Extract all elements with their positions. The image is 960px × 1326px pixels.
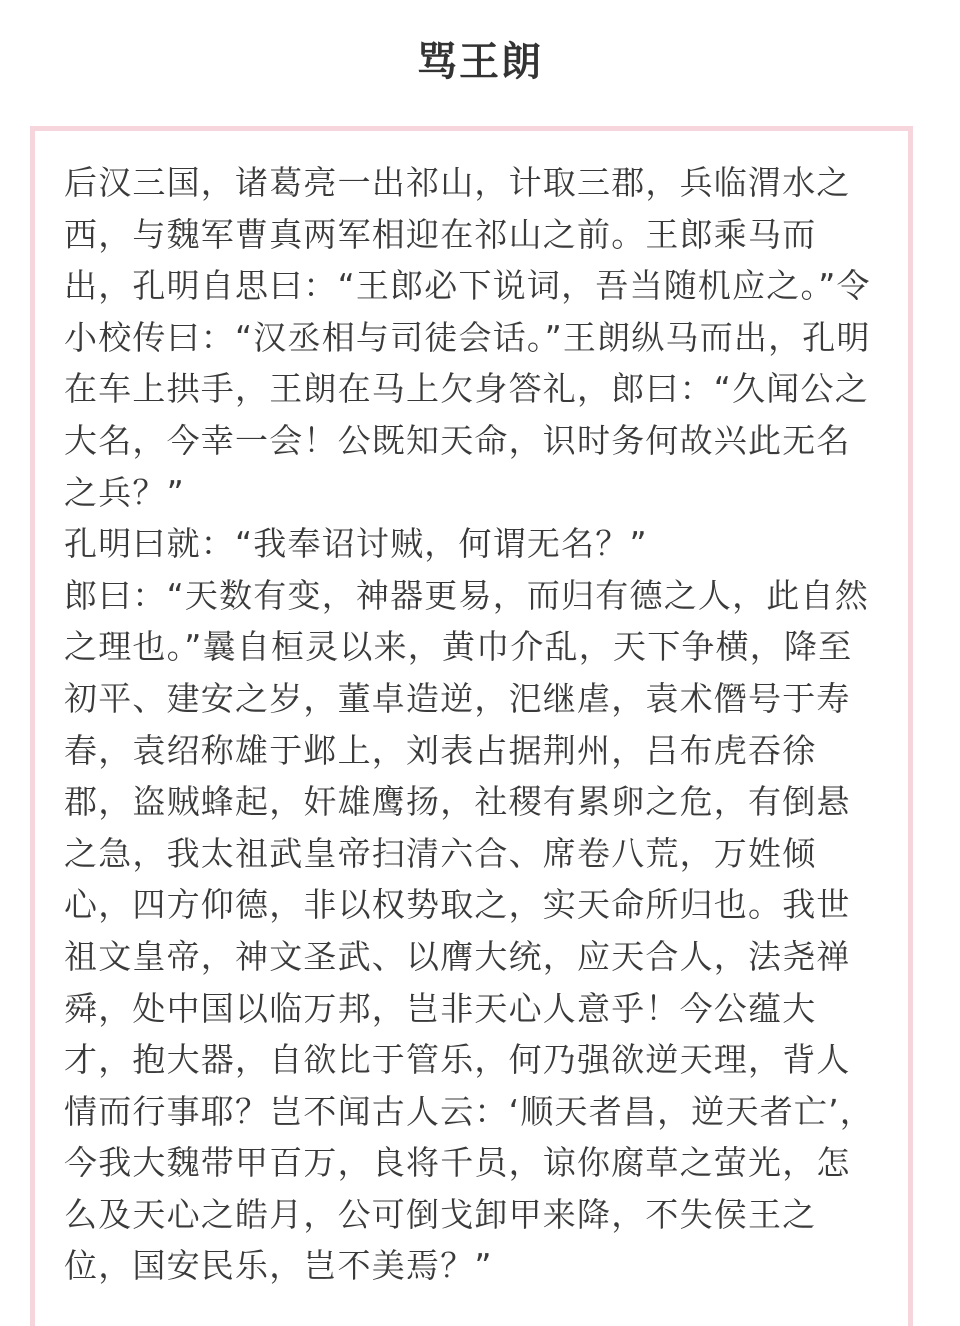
article-body xyxy=(64,157,884,1292)
paragraph-kongming-reply: 孔明曰就：“我奉诏讨贼，何谓无名？” xyxy=(64,524,648,564)
article-frame xyxy=(30,126,913,1326)
page-title: 骂王朗 xyxy=(417,39,543,85)
paragraph-intro: 后汉三国，诸葛亮一出祁山，计取三郡，兵临渭水之西，与魏军曹真两军相迎在祁山之前。王郎乘马而出，孔明自思曰：“王郎必下说词，吾当随机应之。”令小校传曰：“汉丞相与司徒会话。”王朗纵马而出，孔明在车上拱手，王朗在马上欠身答礼，郎曰：“久闻公之大名，今幸一会！公既知天命，识时务何故兴此无名之兵？” xyxy=(64,163,871,512)
paragraph-wanglang-speech: 郎曰：“天数有变，神器更易，而归有德之人，此自然之理也。”曩自桓灵以来，黄巾介乱，天下争横，降至初平、建安之岁，董卓造逆，汜继虐，袁术僭号于寿春，袁绍称雄于邺上，刘表占据荆州，吕布虎吞徐郡，盗贼蜂起，奸雄鹰扬，社稷有累卵之危，有倒悬之急，我太祖武皇帝扫清六合、席卷八荒，万姓倾心，四方仰德，非以权势取之，实天命所归也。我世祖文皇帝，神文圣武、以膺大统，应天合人，法尧禅舜，处中国以临万邦，岂非天心人意乎！今公蕴大才，抱大器，自欲比于管乐，何乃强欲逆天理，背人情而行事耶？岂不闻古人云：‘顺天者昌，逆天者亡’，今我大魏带甲百万，良将千员，谅你腐草之萤光，怎么及天心之皓月，公可倒戈卸甲来降，不失侯王之位，国安民乐，岂不美焉？” xyxy=(64,575,874,1286)
